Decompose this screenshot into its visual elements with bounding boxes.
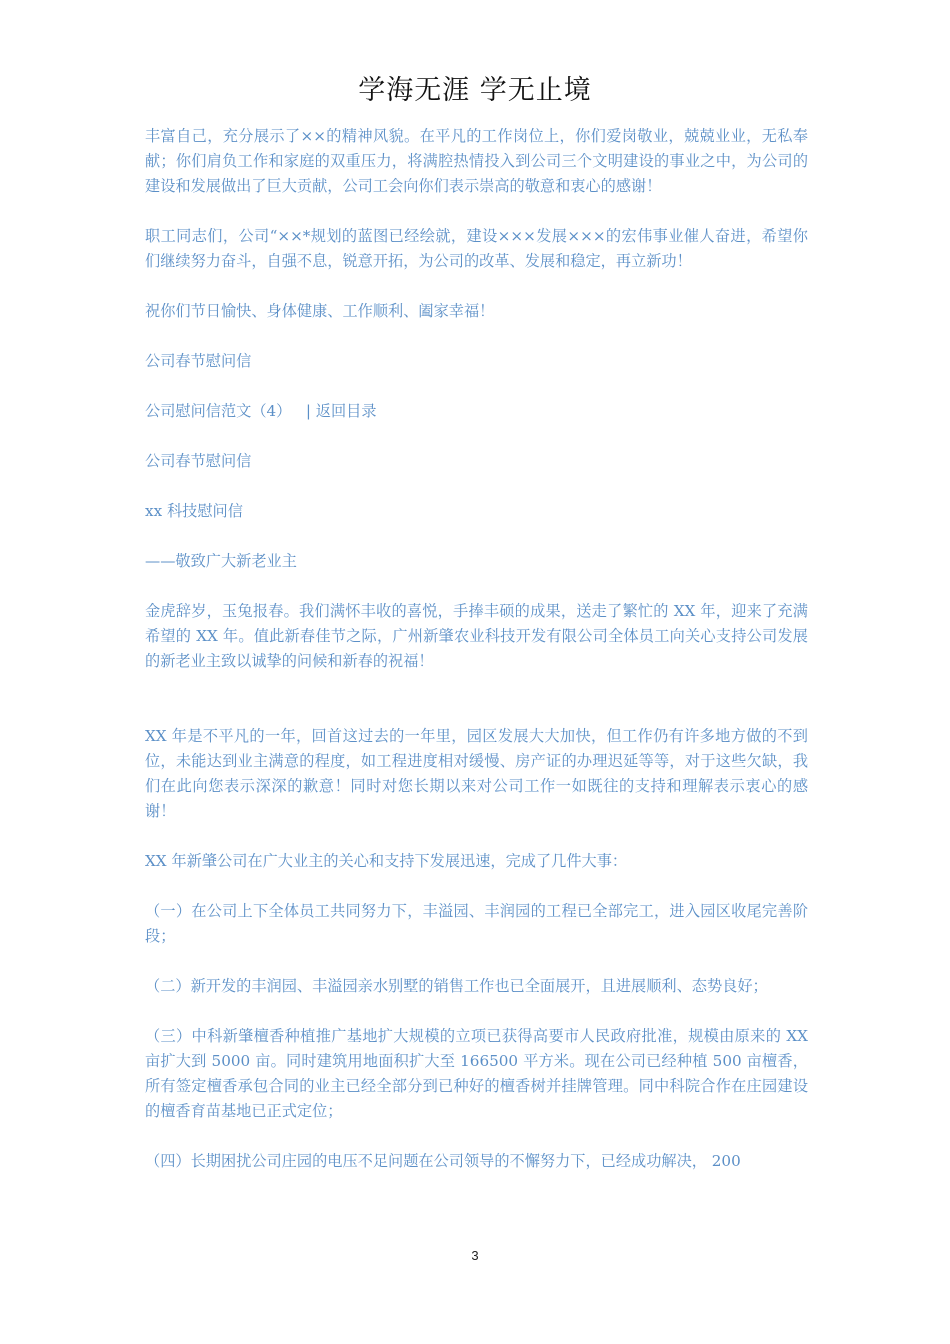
paragraph-11: XX 年新肇公司在广大业主的关心和支持下发展迅速，完成了几件大事： [145, 852, 628, 870]
paragraph-9: 金虎辞岁，玉兔报春。我们满怀丰收的喜悦，手捧丰硕的成果，送走了繁忙的 XX 年，迎来了充满希望的 XX 年。值此新春佳节之际，广州新肇农业科技开发有限公司全体员工向关心支持公司发展的新老业主致以诚挚的问候和新春的祝福！ [145, 602, 808, 670]
section-title: 公司慰问信范文（4） [145, 402, 292, 420]
paragraph-10: XX 年是不平凡的一年，回首这过去的一年里，园区发展大大加快，但工作仍有许多地方做的不到位，未能达到业主满意的程度，如工程进度相对缓慢、房产证的办理迟延等等，对于这些欠缺，我们在此向您表示深深的歉意！同时对您长期以来对公司工作一如既往的支持和理解表示衷心的感谢！ [145, 727, 808, 820]
page-header-title: 学海无涯 学无止境 [358, 75, 592, 106]
paragraph-7: xx 科技慰问信 [145, 502, 243, 520]
document-body [145, 124, 808, 1199]
paragraph-14: （三）中科新肇檀香种植推广基地扩大规模的立项已获得高要市人民政府批准，规模由原来的 XX 亩扩大到 5000 亩。同时建筑用地面积扩大至 166500 平方米。现在公司已经种植 500 亩檀香，所有签定檀香承包合同的业主已经全部分到已种好的檀香树并挂牌管理。同中科院合作在庄园建设的檀香育苗基地已正式定位； [145, 1027, 808, 1120]
paragraph-4: 公司春节慰问信 [145, 352, 252, 370]
paragraph-6: 公司春节慰问信 [145, 452, 252, 470]
paragraph-8: ——敬致广大新老业主 [145, 552, 297, 570]
page-number: 3 [471, 1248, 479, 1263]
spacer [291, 402, 305, 420]
paragraph-15: （四）长期困扰公司庄园的电压不足问题在公司领导的不懈努力下，已经成功解决， 200 [145, 1152, 741, 1170]
paragraph-13: （二）新开发的丰润园、丰溢园亲水别墅的销售工作也已全面展开，且进展顺利、态势良好； [145, 977, 768, 995]
paragraph-3: 祝你们节日愉快、身体健康、工作顺利、阖家幸福！ [145, 302, 495, 320]
paragraph-1: 丰富自己，充分展示了××的精神风貌。在平凡的工作岗位上，你们爱岗敬业，兢兢业业，无私奉献；你们肩负工作和家庭的双重压力，将满腔热情投入到公司三个文明建设的事业之中，为公司的建设和发展做出了巨大贡献，公司工会向你们表示崇高的敬意和衷心的感谢！ [145, 127, 808, 195]
paragraph-12: （一）在公司上下全体员工共同努力下，丰溢园、丰润园的工程已全部完工，进入园区收尾完善阶段； [145, 902, 808, 945]
paragraph-2: 职工同志们，公司“××*规划的蓝图已经绘就，建设×××发展×××的宏伟事业催人奋进，希望你们继续努力奋斗，自强不息，锐意开拓，为公司的改革、发展和稳定，再立新功！ [145, 227, 808, 270]
back-to-toc-link[interactable]: | 返回目录 [305, 402, 377, 420]
section-heading [145, 399, 808, 424]
